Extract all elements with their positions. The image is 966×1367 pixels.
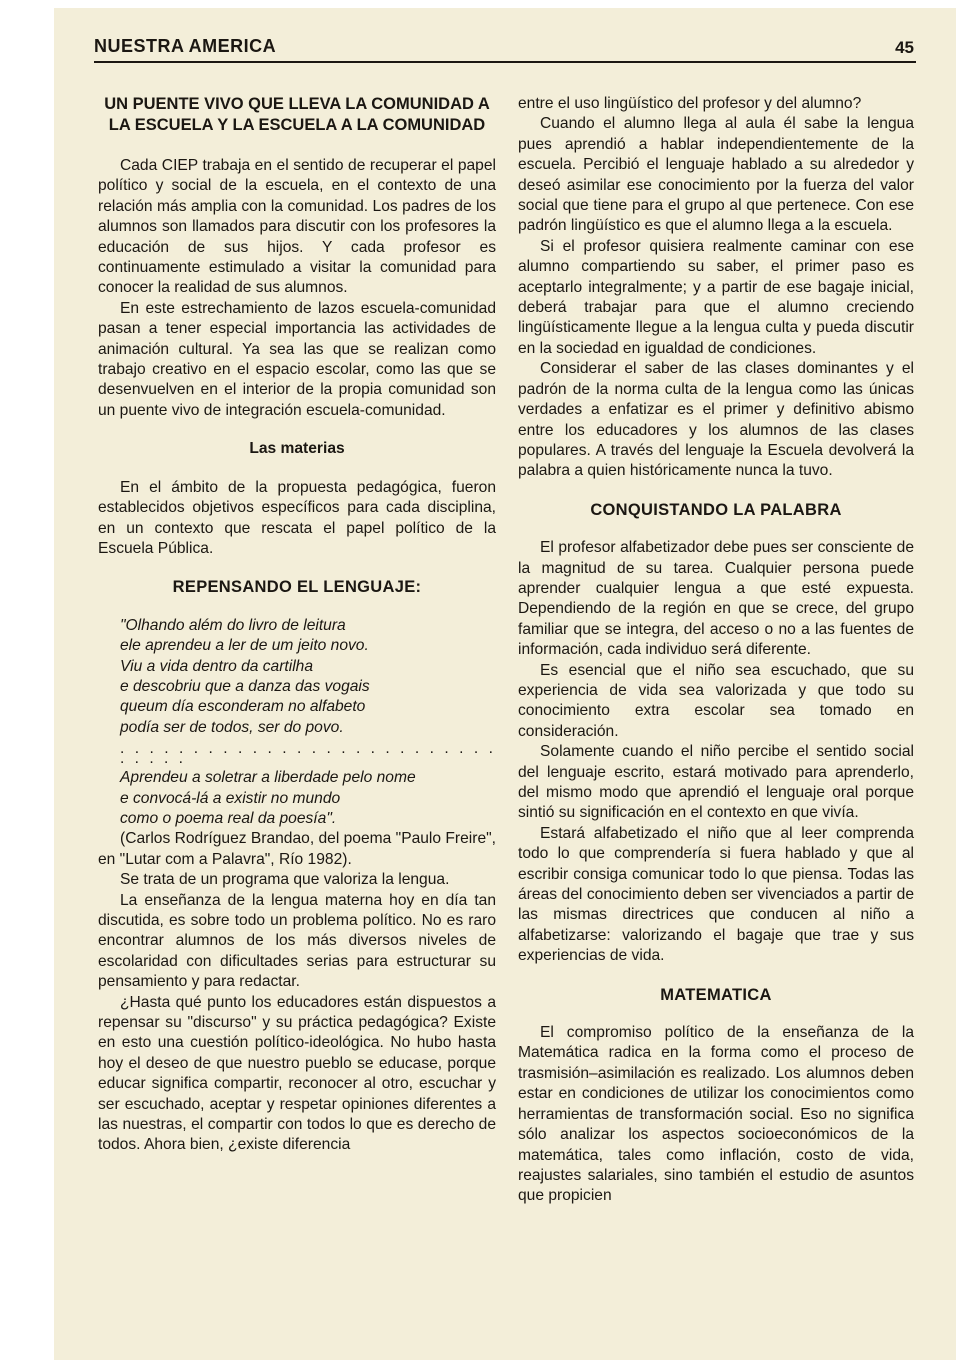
paragraph: El profesor alfabetizador debe pues ser consciente de la magnitud de su tarea. Cualquier persona puede aprender cualquier lengua a que esté expuesta. Dependiendo de la región en que se crece, del grupo familiar que se integra, del acceso o no a las fuentes de información, cada individuo será diferente.	[518, 539, 914, 659]
paragraph: Considerar el saber de las clases dominantes y el padrón de la norma culta de la lengua como las únicas verdades a enfatizar es el primer y definitivo abismo entre los educadores y los alumnos de las clases populares. A través del lenguaje la Escuela devolverá la palabra a quien históricamente nunca la tuvo.	[518, 360, 914, 480]
publication-title: NUESTRA AMERICA	[94, 36, 277, 56]
section-heading-palabra: CONQUISTANDO LA PALABRA	[590, 500, 842, 519]
paragraph: Si el profesor quisiera realmente caminar con ese alumno compartiendo su saber, el primer paso es aceptarlo integralmente; y a partir de ese bagaje inicial, deberá trabajar para que el alumno creciendo lingüísticamente llegue a la lengua culta y pueda discutir en la sociedad en igualdad de condiciones.	[518, 237, 914, 357]
left-column	[98, 94, 496, 1156]
paragraph: Es esencial que el niño sea escuchado, que su experiencia de vida sea valorizada y que todo su conocimiento extra escolar sea tomado en consideración.	[518, 661, 914, 740]
right-column	[518, 94, 914, 1207]
poem-line: como o poema real da poesía".	[120, 809, 337, 827]
paragraph: Cuando el alumno llega al aula él sabe la lengua pues aprendió a hablar independientemente de la escuela. Percibió el lenguaje hablado a su alrededor y deseó asimilar ese conocimiento por la fuerza del valor social que tiene para el grupo al que pertenece. Con ese padrón lingüístico es que el alumno llega a la escuela.	[518, 115, 914, 235]
poem-line: Viu a vida dentro da cartilha	[120, 657, 314, 675]
paragraph: En este estrechamiento de lazos escuela-comunidad pasan a tener especial importancia las actividades de animación cultural. Ya sea las que se realizan como trabajo creativo en el espacio escolar, como las que se desenvuelven en el interior de la propia comunidad son un puente vivo de integración escuela-comunidad.	[98, 299, 496, 419]
poem-line: e convocá-lá a existir no mundo	[120, 789, 341, 807]
paragraph: entre el uso lingüístico del profesor y del alumno?	[518, 95, 862, 112]
section-heading-matematica: MATEMATICA	[660, 985, 772, 1004]
section-heading-lenguaje: REPENSANDO EL LENGUAJE:	[172, 578, 422, 597]
poem-line: "Olhando além do livro de leitura	[120, 616, 346, 634]
magazine-page	[54, 8, 956, 1360]
paragraph: El compromiso político de la enseñanza de la Matemática radica en la forma como el proceso de trasmisión–asimilación es realizado. Los alumnos deben estar en condiciones de utilizar los conocimientos como herramientas de transformación social. Eso no significa sólo analizar los aspectos socioeconómicos de la matemática, tales como inflación, costo de vida, reajustes salariales, sino también el estudio de asuntos que propicien	[518, 1024, 914, 1205]
paragraph: ¿Hasta qué punto los educadores están dispuestos a repensar su "discurso" y su práctica pedagógica? Existe en esto una cuestión político-ideológica. No hubo hasta hoy el deseo de que nuestro pueblo se educase, porque educar significa compartir, reconocer al otro, escuchar y ser escuchado, aceptar y respetar opiniones diferentes a las nuestras, el compartir con todos lo que es derecho de todos. Ahora bien, ¿existe diferencia	[98, 993, 496, 1154]
poem-ellipsis: . . . . . . . . . . . . . . . . . . . . . . . . . . . . . . .	[120, 740, 496, 768]
poem-citation: (Carlos Rodríguez Brandao, del poema "Paulo Freire", en "Lutar com a Palavra", Río 1982).	[98, 830, 496, 868]
poem-line: e descobriu que a danza das vogais	[120, 677, 370, 695]
poem-line: ele aprendeu a ler de um jeito novo.	[120, 637, 369, 655]
paragraph: Estará alfabetizado el niño que al leer comprenda todo lo que comprendería si fuera hablado y que al escribir consiga comunicar todo lo que piensa. Todas las áreas del conocimiento deben ser vivenciados a partir de las mismas directrices que conducen al niño a alfabetizarse: valorizando el bagaje que trae y sus experiencias de vida.	[518, 824, 914, 965]
poem-stanza	[120, 768, 496, 829]
main-heading: UN PUENTE VIVO QUE LLEVA LA COMUNIDAD A LA ESCUELA Y LA ESCUELA A LA COMUNIDAD	[104, 95, 490, 134]
poem-line: queum día esconderam no alfabeto	[120, 698, 366, 716]
paragraph: Solamente cuando el niño percibe el sentido social del lenguaje escrito, estará motivado para aprenderlo, del mismo modo que aprendió el lenguaje oral porque sintió su significación en el contexto en que vivía.	[518, 743, 914, 822]
paragraph: En el ámbito de la propuesta pedagógica, fueron establecidos objetivos específicos para cada disciplina, en un contexto que rescata el papel político de la Escuela Pública.	[98, 478, 496, 557]
poem-stanza	[120, 616, 496, 738]
paragraph: Se trata de un programa que valoriza la lengua.	[120, 871, 450, 889]
paragraph: La enseñanza de la lengua materna hoy en día tan discutida, es sobre todo un problema político. No es raro encontrar alumnos de los más diversos niveles de escolaridad con dificultades serias para estructurar su pensamiento y para redactar.	[98, 891, 496, 991]
poem-line: Aprendeu a soletrar a liberdade pelo nome	[120, 769, 416, 787]
page-number: 45	[895, 38, 914, 57]
section-heading-materias: Las materias	[249, 440, 345, 458]
header-rule	[94, 61, 916, 63]
paragraph: Cada CIEP trabaja en el sentido de recuperar el papel político y social de la escuela, en el contexto de una relación más amplia con la comunidad. Los padres de los alumnos son llamados para discutir con los profesores la educación de sus hijos. Y cada profesor es continuamente estimulado a visitar la comunidad para conocer la realidad de sus alumnos.	[98, 157, 496, 297]
poem-line: podía ser de todos, ser do povo.	[120, 718, 344, 736]
